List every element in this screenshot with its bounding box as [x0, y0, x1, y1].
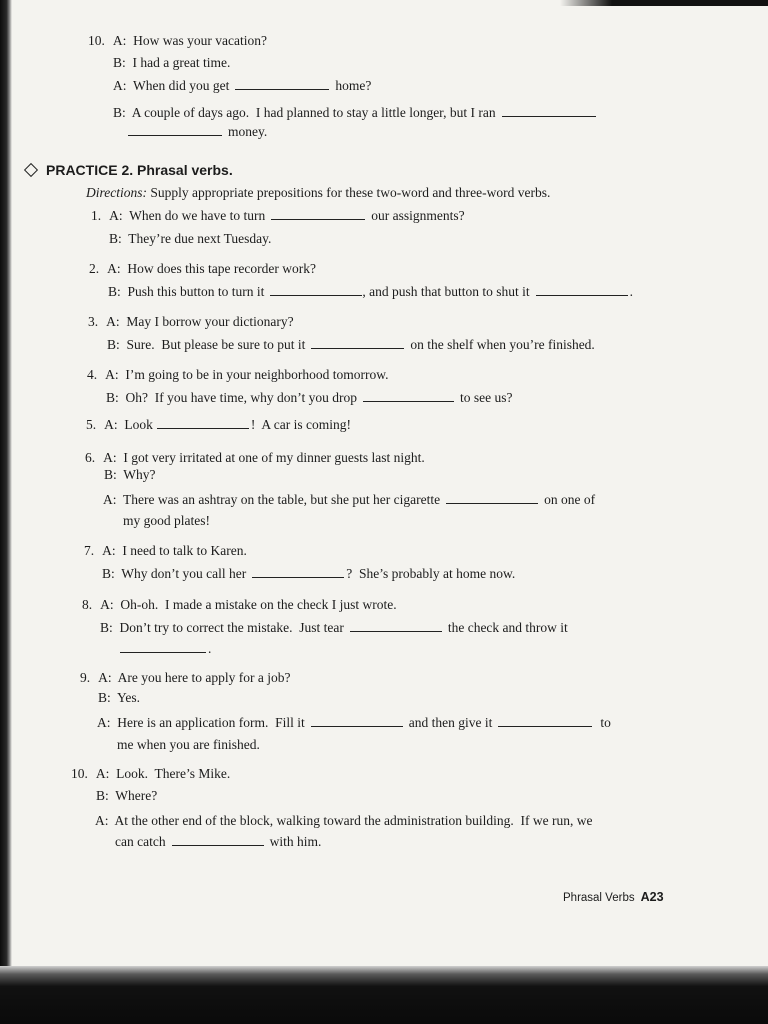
dialogue-text: my good plates!: [123, 513, 210, 528]
item-7-line-b: [102, 566, 515, 582]
item-3-line-b: [107, 337, 595, 353]
prev-item-line-2: [113, 55, 230, 71]
dialogue-text: B: Oh? If you have time, why don’t you drop: [106, 390, 357, 405]
dialogue-text: and then give it: [408, 715, 493, 730]
dialogue-text: A: Here is an application form. Fill it: [97, 715, 305, 730]
dialogue-text: B: Why don’t you call her: [102, 566, 247, 581]
item-1-line-a: [91, 208, 465, 224]
scan-shadow-bottom: [0, 966, 768, 1024]
prev-item-line-1: [88, 33, 267, 49]
item-6-line-d: [123, 513, 210, 529]
scan-shadow-top: [560, 0, 768, 6]
dialogue-text: B: Push this button to turn it: [108, 284, 265, 299]
answer-blank[interactable]: [446, 492, 538, 504]
dialogue-text: B: I had a great time.: [113, 55, 231, 70]
item-9-line-b: [98, 690, 140, 706]
dialogue-text: to: [600, 715, 611, 730]
item-10-line-c: [95, 813, 593, 829]
item-6-line-c: [103, 492, 595, 508]
item-number: 4.: [87, 367, 98, 382]
prev-item-line-4: [113, 105, 602, 121]
dialogue-text: on one of: [544, 492, 596, 507]
answer-blank[interactable]: [157, 417, 249, 429]
dialogue-text: to see us?: [459, 390, 513, 405]
dialogue-text: .: [208, 641, 212, 656]
item-number: 3.: [88, 314, 99, 329]
dialogue-text: A: There was an ashtray on the table, but she put her cigarette: [103, 492, 441, 507]
answer-blank[interactable]: [128, 124, 222, 136]
dialogue-text: B: Where?: [96, 788, 158, 803]
dialogue-text: the check and throw it: [447, 620, 568, 635]
answer-blank[interactable]: [271, 208, 365, 220]
dialogue-text: B: Yes.: [98, 690, 141, 705]
dialogue-text: can catch: [115, 834, 166, 849]
dialogue-text: A: How was your vacation?: [112, 33, 267, 48]
answer-blank[interactable]: [120, 641, 206, 653]
item-9-line-a: [80, 670, 290, 686]
dialogue-text: .: [629, 284, 634, 299]
item-5-line-a: [86, 417, 351, 433]
dialogue-text: A: How does this tape recorder work?: [107, 261, 316, 276]
answer-blank[interactable]: [536, 284, 628, 296]
answer-blank[interactable]: [498, 715, 592, 727]
dialogue-text: B: Sure. But please be sure to put it: [107, 337, 306, 352]
prev-item-line-5: [128, 124, 267, 140]
dialogue-text: A: I’m going to be in your neighborhood tomorrow.: [105, 367, 389, 382]
dialogue-text: A: Look: [104, 417, 153, 432]
dialogue-text: home?: [335, 78, 372, 93]
item-10-line-a: [71, 766, 230, 782]
dialogue-text: , and push that button to shut it: [362, 284, 530, 299]
answer-blank[interactable]: [311, 337, 404, 349]
practice-heading: [22, 162, 233, 178]
item-9-line-c: [97, 715, 611, 731]
diamond-icon: [24, 163, 38, 177]
answer-blank[interactable]: [235, 78, 329, 90]
item-4-line-a: [87, 367, 388, 383]
item-number: 5.: [86, 417, 97, 432]
dialogue-text: B: Don’t try to correct the mistake. Just tear: [100, 620, 344, 635]
dialogue-text: B: Why?: [104, 467, 156, 482]
item-10-line-b: [96, 788, 157, 804]
dialogue-text: A: Look. There’s Mike.: [95, 766, 231, 781]
item-number: 10.: [71, 766, 88, 781]
dialogue-text: A: At the other end of the block, walking toward the administration building. If we run, we: [95, 813, 593, 828]
page-number: A23: [640, 890, 664, 904]
dialogue-text: A: When do we have to turn: [109, 208, 266, 223]
dialogue-text: ? She’s probably at home now.: [346, 566, 516, 581]
item-6-line-b: [104, 467, 156, 483]
item-9-line-d: [117, 737, 260, 753]
dialogue-text: me when you are finished.: [117, 737, 260, 752]
directions-text: Supply appropriate prepositions for these two-word and three-word verbs.: [147, 185, 551, 200]
dialogue-text: B: A couple of days ago. I had planned to stay a little longer, but I ran: [113, 105, 496, 120]
answer-blank[interactable]: [350, 620, 442, 632]
item-10-line-d: [115, 834, 321, 850]
item-3-line-a: [88, 314, 294, 330]
section-title: Phrasal Verbs: [563, 892, 635, 904]
prev-item-line-3: [113, 78, 371, 94]
directions: [86, 185, 550, 201]
dialogue-text: with him.: [269, 834, 322, 849]
page-footer: [563, 890, 664, 904]
dialogue-text: money.: [228, 124, 268, 139]
item-number: 8.: [82, 597, 93, 612]
dialogue-text: A: May I borrow your dictionary?: [106, 314, 294, 329]
item-8-line-c: [120, 641, 211, 657]
dialogue-text: A: When did you get: [113, 78, 230, 93]
directions-label: Directions:: [86, 185, 147, 200]
item-number: 10.: [88, 33, 105, 48]
dialogue-text: ! A car is coming!: [250, 417, 351, 432]
dialogue-text: our assignments?: [371, 208, 465, 223]
item-1-line-b: [109, 231, 271, 247]
scan-shadow-left: [0, 0, 12, 1024]
item-number: 7.: [84, 543, 95, 558]
answer-blank[interactable]: [172, 834, 264, 846]
dialogue-text: on the shelf when you’re finished.: [410, 337, 595, 352]
item-8-line-b: [100, 620, 568, 636]
item-6-line-a: [85, 450, 425, 466]
answer-blank[interactable]: [252, 566, 344, 578]
dialogue-text: A: I need to talk to Karen.: [102, 543, 247, 558]
item-4-line-b: [106, 390, 512, 406]
answer-blank[interactable]: [311, 715, 403, 727]
answer-blank[interactable]: [270, 284, 362, 296]
practice-title: PRACTICE 2. Phrasal verbs.: [46, 162, 233, 178]
item-number: 2.: [89, 261, 100, 276]
dialogue-text: A: Oh-oh. I made a mistake on the check I just wrote.: [100, 597, 397, 612]
dialogue-text: A: Are you here to apply for a job?: [98, 670, 291, 685]
item-number: 6.: [85, 450, 96, 465]
item-7-line-a: [84, 543, 247, 559]
answer-blank[interactable]: [363, 390, 454, 402]
item-number: 1.: [91, 208, 102, 223]
item-8-line-a: [82, 597, 397, 613]
item-number: 9.: [80, 670, 91, 685]
item-2-line-b: [108, 284, 633, 300]
item-2-line-a: [89, 261, 316, 277]
answer-blank[interactable]: [502, 105, 596, 117]
dialogue-text: A: I got very irritated at one of my dinner guests last night.: [103, 450, 425, 465]
dialogue-text: B: They’re due next Tuesday.: [109, 231, 272, 246]
